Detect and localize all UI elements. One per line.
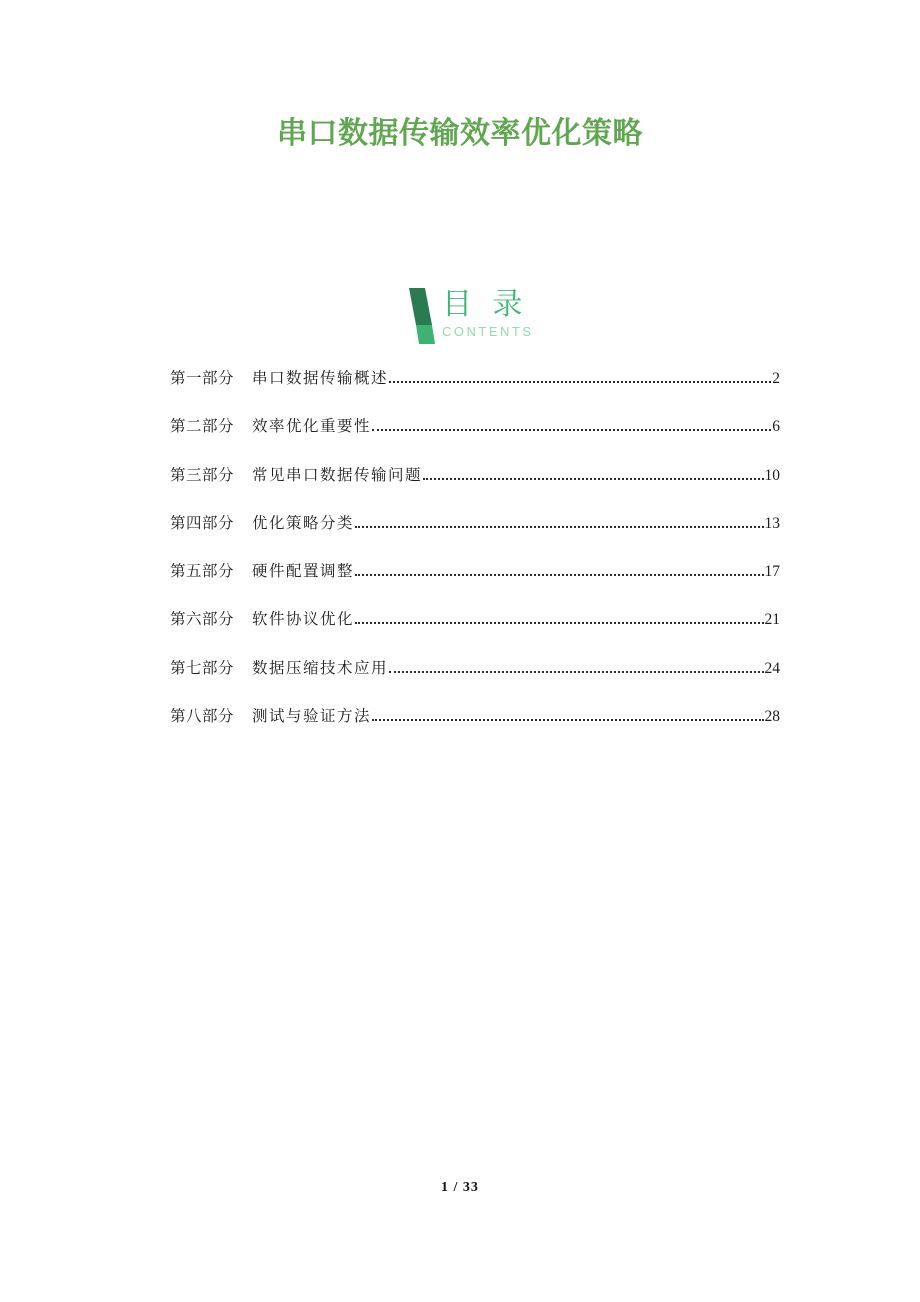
- toc-entry-title: 串口数据传输概述: [252, 370, 389, 387]
- toc-entry-page: 6: [772, 418, 780, 436]
- toc-entry-part: 第五部分: [170, 563, 235, 581]
- dot-leader: [355, 574, 763, 576]
- dot-leader: [355, 622, 763, 624]
- dot-leader: [389, 381, 771, 383]
- toc-entry-part: 第一部分: [170, 370, 235, 387]
- toc-entry[interactable]: [170, 607, 780, 655]
- toc-entry-title: 常见串口数据传输问题: [252, 466, 423, 484]
- toc-entry-title: 效率优化重要性: [252, 418, 372, 436]
- toc-heading: 目 录: [442, 288, 529, 321]
- toc-entry-part: 第六部分: [170, 611, 235, 629]
- page-number: 1 / 33: [441, 1180, 479, 1195]
- toc-entry-page: 24: [764, 659, 780, 677]
- toc-entry[interactable]: [170, 656, 780, 704]
- toc-logo: [405, 288, 565, 348]
- toc-entry-page: 2: [772, 370, 780, 387]
- toc-entry-title: 优化策略分类: [252, 514, 355, 532]
- toc-entry[interactable]: [170, 559, 780, 607]
- toc-entry[interactable]: [170, 463, 780, 511]
- dot-leader: [372, 429, 771, 431]
- toc-entry-part: 第四部分: [170, 514, 235, 532]
- toc-entry-part: 第二部分: [170, 418, 235, 436]
- toc-entry[interactable]: [170, 704, 780, 752]
- brush-stroke-icon: [405, 288, 437, 346]
- toc-entry-title: 数据压缩技术应用: [252, 659, 389, 677]
- dot-leader: [423, 478, 763, 480]
- dot-leader: [355, 526, 763, 528]
- document-title: 串口数据传输效率优化策略: [277, 117, 643, 150]
- toc-entry-title: 软件协议优化: [252, 611, 355, 629]
- toc-entry-page: 10: [764, 466, 780, 484]
- toc-entry-page: 17: [764, 563, 780, 581]
- toc-entry[interactable]: [170, 511, 780, 559]
- dot-leader: [372, 719, 763, 721]
- toc-entry-title: 硬件配置调整: [252, 563, 355, 581]
- dot-leader: [389, 671, 763, 673]
- toc-entry[interactable]: [170, 366, 780, 414]
- toc-entry-page: 21: [764, 611, 780, 629]
- toc-entry-part: 第七部分: [170, 659, 235, 677]
- toc-entry-page: 13: [764, 514, 780, 532]
- toc-entry[interactable]: [170, 414, 780, 462]
- toc-entry-title: 测试与验证方法: [252, 708, 372, 726]
- toc-entry-page: 28: [764, 708, 780, 726]
- toc-subtitle: CONTENTS: [442, 324, 534, 339]
- toc-list: [170, 366, 780, 752]
- toc-entry-part: 第三部分: [170, 466, 235, 484]
- toc-entry-part: 第八部分: [170, 708, 235, 726]
